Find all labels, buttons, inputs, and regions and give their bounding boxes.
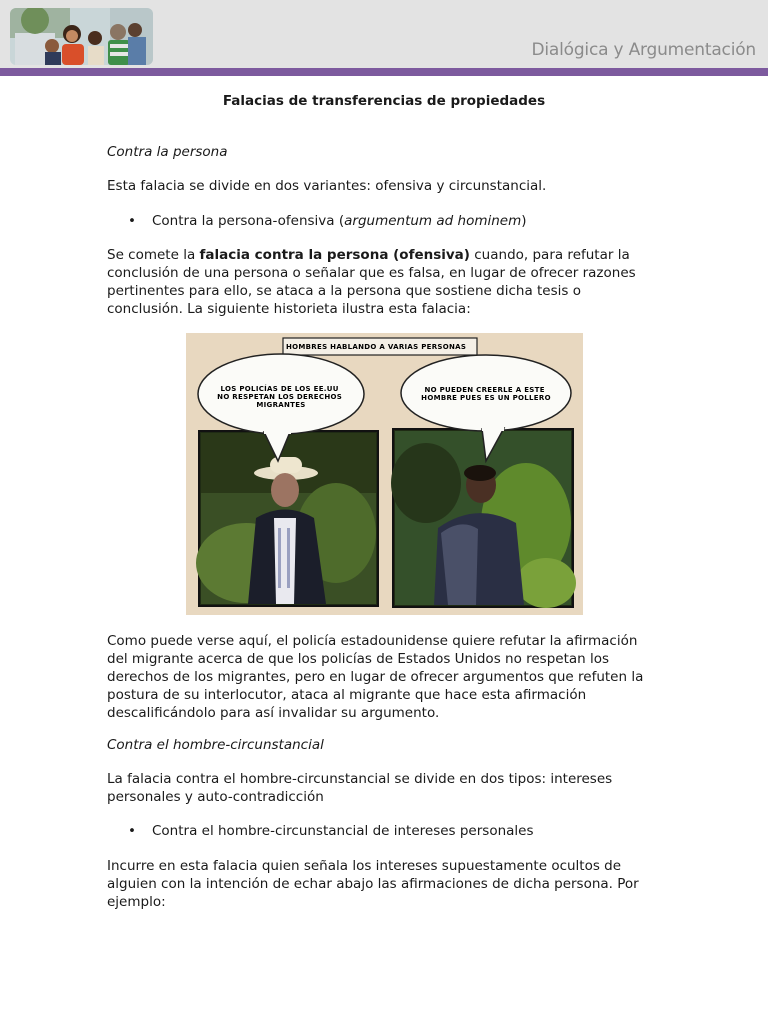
comic-caption: HOMBRES HABLANDO A VARIAS PERSONAS	[286, 343, 467, 351]
header-photo	[10, 8, 153, 65]
comic-strip	[186, 333, 583, 615]
bullet-icon: •	[128, 823, 136, 839]
paragraph-ofensiva-definition: Se comete la falacia contra la persona (ofensiva) cuando, para refutar la conclusión de una persona o señalar que es falsa, en lugar de ofrecer razones pertinentes para ello, se ataca a la persona que sostiene dicha tesis o conclusión. La siguiente historieta ilustra esta falacia:	[107, 247, 636, 317]
left-bubble-text: LOS POLICÍAS DE LOS EE.UU NO RESPETAN LOS DERECHOS MIGRANTES	[217, 385, 343, 409]
paragraph-variantes: Esta falacia se divide en dos variantes: ofensiva y circunstancial.	[107, 178, 547, 194]
document-title: Falacias de transferencias de propiedades	[222, 93, 546, 109]
right-bubble-text: NO PUEDEN CREERLE A ESTE HOMBRE PUES ES UN POLLERO	[421, 386, 551, 402]
paragraph-explanation: Como puede verse aquí, el policía estadounidense quiere refutar la afirmación del migrante acerca de que los policías de Estados Unidos no respetan los derechos de los migrantes, pero en lugar de ofrecer argumentos que refuten la postura de su interlocutor, ataca al migrante que hace esta afirmación descalificándolo para así invalidar su argumento.	[107, 633, 644, 721]
paragraph-tipos: La falacia contra el hombre-circunstancial se divide en dos tipos: intereses personales y auto-contradicción	[107, 771, 613, 805]
section-heading-contra-la-persona: Contra la persona	[107, 144, 228, 160]
course-title: Dialógica y Argumentación	[531, 40, 756, 60]
accent-bar	[0, 68, 768, 76]
page-header	[0, 0, 768, 68]
bullet-icon: •	[128, 213, 136, 229]
section-heading-contra-el-hombre: Contra el hombre-circunstancial	[107, 737, 324, 753]
paragraph-intereses: Incurre en esta falacia quien señala los intereses supuestamente ocultos de alguien con la intención de echar abajo las afirmaciones de dicha persona. Por ejemplo:	[107, 858, 639, 910]
